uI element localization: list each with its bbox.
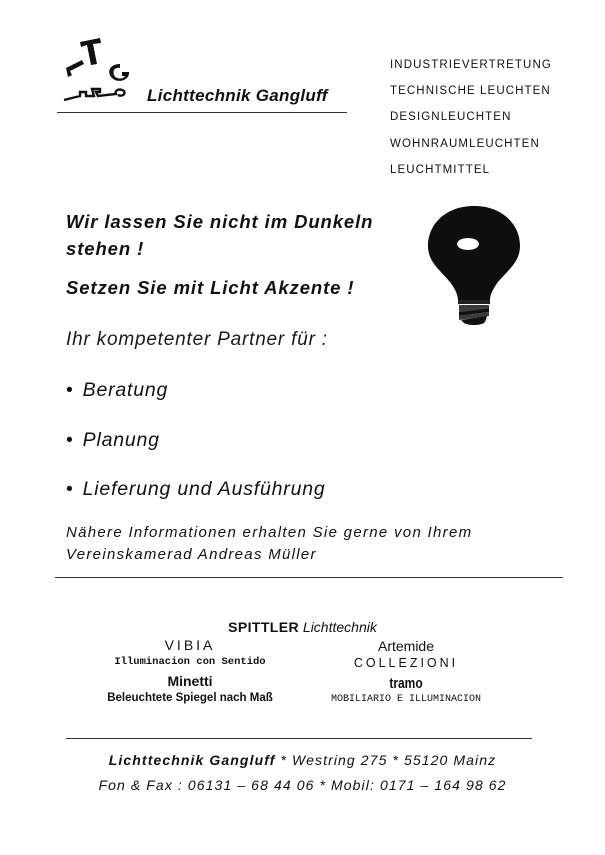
contact-company-name: Lichttechnik Gangluff — [108, 752, 276, 768]
service-item: LEUCHTMITTEL — [390, 163, 491, 176]
brand-minetti: Minetti — [167, 673, 213, 689]
brand-artemide: Artemide — [377, 638, 435, 654]
service-bullet-list — [66, 376, 326, 525]
services-list — [390, 52, 552, 183]
brand-spittler-name: SPITTLER — [228, 619, 300, 635]
bullet-text: Lieferung und Ausführung — [82, 478, 326, 500]
footer-divider — [66, 738, 532, 739]
header-divider — [57, 112, 347, 113]
bullet-text: Beratung — [82, 379, 169, 401]
company-name: Lichttechnik Gangluff — [147, 86, 328, 105]
service-item: TECHNISCHE LEUCHTEN — [390, 85, 551, 98]
section-divider — [55, 577, 563, 578]
service-item: INDUSTRIEVERTRETUNG — [390, 59, 552, 71]
partner-intro: Ihr kompetenter Partner für : — [66, 329, 328, 350]
list-item — [66, 426, 326, 476]
brand-minetti-tagline: Beleuchtete Spiegel nach Maß — [107, 692, 273, 704]
contact-address — [0, 752, 605, 768]
list-item — [66, 376, 326, 426]
service-item: DESIGNLEUCHTEN — [390, 111, 512, 124]
brand-spittler — [0, 619, 605, 635]
brand-tramo: tramo — [389, 675, 423, 692]
slogan-headline — [66, 208, 373, 262]
company-logo — [58, 34, 140, 106]
logo-ltg-icon — [58, 34, 140, 106]
light-bulb-illustration — [424, 200, 524, 330]
bullet-icon: • — [66, 478, 74, 500]
contact-address-text: * Westring 275 * 55120 Mainz — [275, 752, 497, 768]
brand-tramo-tagline: MOBILIARIO E ILLUMINACION — [330, 694, 482, 705]
contact-phone: Fon & Fax : 06131 – 68 44 06 * Mobil: 0171 – 164 98 62 — [98, 777, 507, 793]
slogan-line-3: Setzen Sie mit Licht Akzente ! — [66, 277, 355, 298]
light-bulb-icon — [424, 200, 524, 330]
slogan-line-2: stehen ! — [66, 238, 145, 259]
info-line-2: Vereinskamerad Andreas Müller — [66, 546, 317, 563]
bullet-icon: • — [66, 428, 74, 451]
list-item — [66, 475, 326, 525]
bullet-icon: • — [66, 379, 74, 401]
bullet-text: Planung — [82, 428, 160, 451]
info-text — [66, 522, 472, 566]
info-line-1: Nähere Informationen erhalten Sie gerne von Ihrem — [66, 524, 473, 541]
brand-vibia: VIBIA — [164, 637, 216, 653]
slogan-line-1: Wir lassen Sie nicht im Dunkeln — [66, 211, 374, 232]
brand-artemide-collection: COLLEZIONI — [353, 656, 459, 670]
service-item: WOHNRAUMLEUCHTEN — [390, 137, 540, 150]
brand-spittler-suffix: Lichttechnik — [302, 619, 377, 635]
brand-vibia-tagline: Illuminacion con Sentido — [114, 656, 266, 668]
